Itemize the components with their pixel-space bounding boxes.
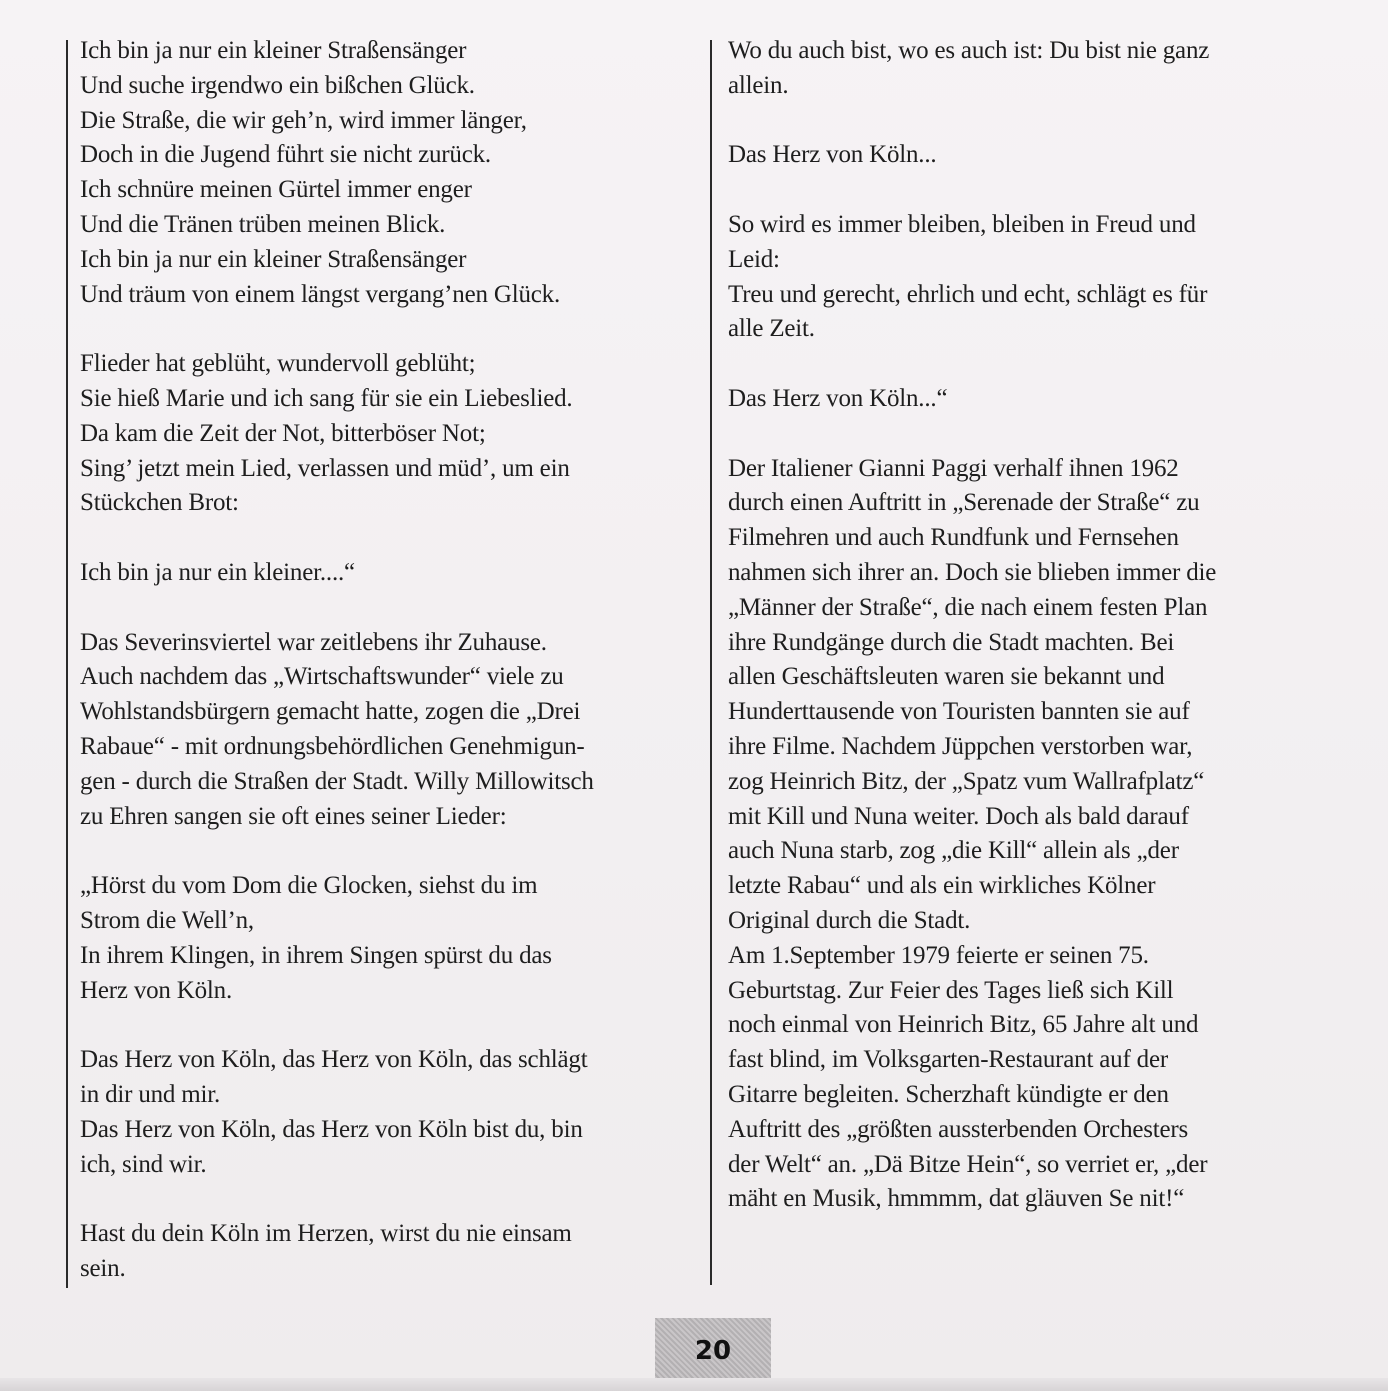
text-line: Das Severinsviertel war zeitlebens ihr Zuhause. — [80, 628, 547, 656]
paragraph-gap — [728, 347, 1328, 382]
right-text-column — [728, 34, 1328, 1217]
text-line: in dir und mir. — [80, 1080, 221, 1108]
text-line: Auch nachdem das „Wirtschaftswunder“ viele zu — [80, 663, 564, 691]
text-line: ihre Filme. Nachdem Jüppchen verstorben war, — [728, 732, 1193, 760]
text-line: auch Nuna starb, zog „die Kill“ allein als „der — [728, 837, 1179, 865]
text-line: Wo du auch bist, wo es auch ist: Du bist nie ganz — [728, 37, 1210, 64]
paragraph-gap — [728, 417, 1328, 452]
text-line: Hast du dein Köln im Herzen, wirst du nie einsam — [80, 1220, 572, 1248]
text-line: Das Herz von Köln, das Herz von Köln, das schlägt — [80, 1046, 588, 1074]
text-line: Doch in die Jugend führt sie nicht zurück. — [80, 141, 491, 169]
text-line: sein. — [80, 1254, 126, 1282]
text-line: Original durch die Stadt. — [728, 906, 971, 934]
text-line: mäht en Musik, hmmmm, dat gläuven Se nit!“ — [728, 1185, 1185, 1213]
text-line: Ich schnüre meinen Gürtel immer enger — [80, 176, 472, 204]
text-line: Der Italiener Gianni Paggi verhalf ihnen 1962 — [728, 454, 1179, 482]
text-line: Flieder hat geblüht, wundervoll geblüht; — [80, 350, 476, 378]
column-divider-rule — [710, 40, 712, 1285]
text-line: Filmehren und auch Rundfunk und Fernsehen — [728, 524, 1179, 552]
text-line: ich, sind wir. — [80, 1150, 207, 1178]
text-line: Wohlstandsbürgern gemacht hatte, zogen die „Drei — [80, 698, 581, 726]
page-bottom-edge — [0, 1378, 1388, 1391]
paragraph-gap — [80, 312, 700, 347]
text-line: Das Herz von Köln, das Herz von Köln bist du, bin — [80, 1115, 583, 1143]
text-line: Sing’ jetzt mein Lied, verlassen und müd’, um ein — [80, 454, 570, 482]
left-text-column — [80, 34, 700, 1287]
text-line: Hunderttausende von Touristen bannten sie auf — [728, 698, 1190, 726]
text-line: Treu und gerecht, ehrlich und echt, schlägt es für — [728, 280, 1208, 308]
text-line: Ich bin ja nur ein kleiner Straßensänger — [80, 245, 467, 273]
text-line: letzte Rabau“ und als ein wirkliches Kölner — [728, 872, 1156, 900]
text-line: Und suche irgendwo ein bißchen Glück. — [80, 71, 475, 99]
text-line: Auftritt des „größten aussterbenden Orchesters — [728, 1115, 1189, 1143]
text-line: Gitarre begleiten. Scherzhaft kündigte er den — [728, 1080, 1169, 1108]
text-line: Herz von Köln. — [80, 976, 233, 1004]
text-line: Ich bin ja nur ein kleiner Straßensänger — [80, 37, 467, 64]
text-line: allein. — [728, 71, 789, 99]
text-line: Am 1.September 1979 feierte er seinen 75. — [728, 941, 1149, 969]
text-line: nahmen sich ihrer an. Doch sie blieben immer die — [728, 558, 1217, 586]
text-line: Und träum von einem längst vergang’nen Glück. — [80, 280, 561, 308]
text-line: durch einen Auftritt in „Serenade der Straße“ zu — [728, 489, 1200, 517]
paragraph-gap — [728, 173, 1328, 208]
text-line: Die Straße, die wir geh’n, wird immer länger, — [80, 106, 527, 134]
text-line: alle Zeit. — [728, 315, 815, 343]
text-line: Sie hieß Marie und ich sang für sie ein Liebeslied. — [80, 384, 573, 412]
text-line: So wird es immer bleiben, bleiben in Freud und — [728, 210, 1196, 238]
text-line: mit Kill und Nuna weiter. Doch als bald darauf — [728, 802, 1189, 830]
text-line: Leid: — [728, 245, 780, 273]
text-line: „Männer der Straße“, die nach einem festen Plan — [728, 593, 1208, 621]
text-line: zu Ehren sangen sie oft eines seiner Lieder: — [80, 802, 507, 830]
text-line: Ich bin ja nur ein kleiner....“ — [80, 558, 355, 586]
text-line: noch einmal von Heinrich Bitz, 65 Jahre alt und — [728, 1011, 1199, 1039]
paragraph-gap — [80, 1008, 700, 1043]
page-number-box — [655, 1318, 771, 1384]
text-line: In ihrem Klingen, in ihrem Singen spürst du das — [80, 941, 552, 969]
paragraph-gap — [80, 1182, 700, 1217]
paragraph-gap — [80, 521, 700, 556]
text-line: Da kam die Zeit der Not, bitterböser Not; — [80, 419, 486, 447]
text-line: ihre Rundgänge durch die Stadt machten. Bei — [728, 628, 1175, 656]
text-line: Strom die Well’n, — [80, 906, 254, 934]
text-line: zog Heinrich Bitz, der „Spatz vum Wallrafplatz“ — [728, 767, 1205, 795]
text-line: allen Geschäftsleuten waren sie bekannt und — [728, 663, 1165, 691]
text-line: Geburtstag. Zur Feier des Tages ließ sich Kill — [728, 976, 1174, 1004]
text-line: gen - durch die Straßen der Stadt. Willy Millowitsch — [80, 767, 594, 795]
text-line: der Welt“ an. „Dä Bitze Hein“, so verriet er, „der — [728, 1150, 1208, 1178]
text-line: Rabaue“ - mit ordnungsbehördlichen Genehmigun- — [80, 732, 585, 760]
paragraph-gap — [80, 591, 700, 626]
page-number: 20 — [694, 1336, 732, 1366]
text-line: fast blind, im Volksgarten-Restaurant auf der — [728, 1046, 1168, 1074]
text-line: Das Herz von Köln...“ — [728, 384, 948, 412]
paragraph-gap — [80, 834, 700, 869]
left-margin-rule — [66, 40, 68, 1288]
text-line: Und die Tränen trüben meinen Blick. — [80, 210, 446, 238]
paragraph-gap — [728, 104, 1328, 139]
text-line: „Hörst du vom Dom die Glocken, siehst du im — [80, 872, 538, 900]
text-line: Stückchen Brot: — [80, 489, 239, 517]
text-line: Das Herz von Köln... — [728, 141, 937, 169]
